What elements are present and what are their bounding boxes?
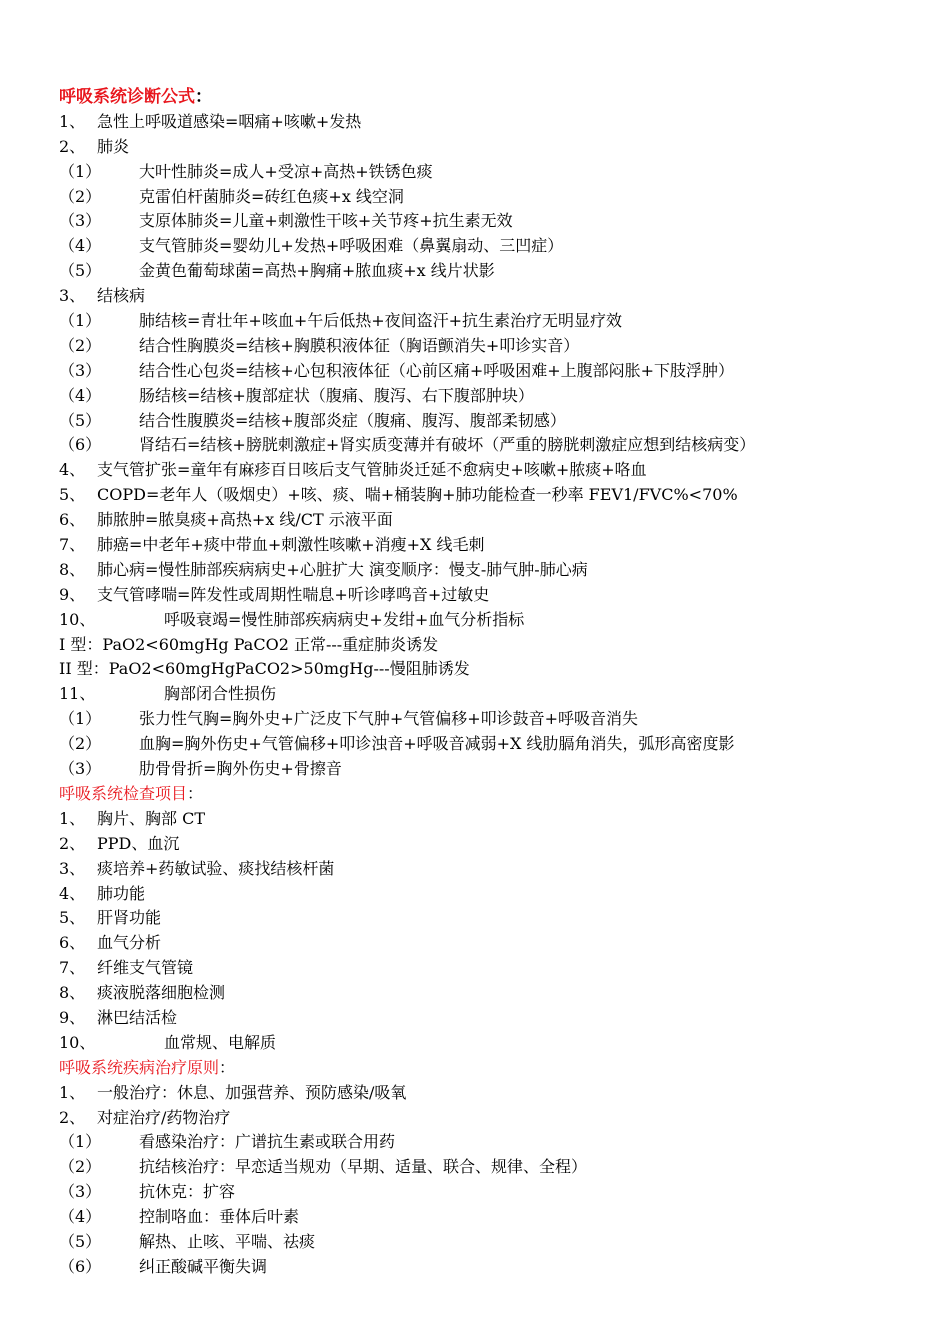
- item-number: （1）: [59, 311, 102, 331]
- item-number: 11、: [59, 684, 96, 704]
- list-item: [59, 409, 919, 434]
- list-item: [59, 1255, 919, 1280]
- list-item: [59, 707, 919, 732]
- item-text: 肺癌=中老年+痰中带血+刺激性咳嗽+消瘦+X 线毛刺: [97, 535, 485, 555]
- item-number: 6、: [59, 510, 86, 530]
- item-text: 对症治疗/药物治疗: [97, 1107, 231, 1127]
- item-text: I 型：PaO2<60mgHg PaCO2 正常---重症肺炎诱发: [59, 634, 439, 654]
- list-item: [59, 458, 919, 483]
- item-number: （2）: [59, 186, 102, 206]
- list-item: [59, 508, 919, 533]
- list-item: [59, 1130, 919, 1155]
- item-text: 肺炎: [97, 136, 130, 156]
- list-item: [59, 633, 919, 658]
- item-number: 8、: [59, 983, 86, 1003]
- list-item: [59, 956, 919, 981]
- item-text: 抗休克：扩容: [139, 1182, 236, 1202]
- section-heading-examination: 呼吸系统检查项目：: [59, 783, 204, 803]
- item-text: 肺心病=慢性肺部疾病病史+心脏扩大 演变顺序：慢支-肺气肿-肺心病: [97, 559, 588, 579]
- list-item: [59, 259, 919, 284]
- item-number: 7、: [59, 535, 86, 555]
- item-number: （2）: [59, 734, 102, 754]
- item-text: 抗结核治疗：早恋适当规劝（早期、适量、联合、规律、全程）: [139, 1157, 588, 1177]
- list-item: [59, 657, 919, 682]
- item-text: 胸片、胸部 CT: [97, 808, 206, 828]
- item-number: （4）: [59, 1207, 102, 1227]
- item-text: 结合性腹膜炎=结核+腹部炎症（腹痛、腹泻、腹部柔韧感）: [139, 410, 566, 430]
- item-text: 肺结核=青壮年+咳血+午后低热+夜间盗汗+抗生素治疗无明显疗效: [139, 311, 623, 331]
- list-item: [59, 533, 919, 558]
- list-item: [59, 732, 919, 757]
- item-number: 5、: [59, 908, 86, 928]
- item-number: 5、: [59, 485, 86, 505]
- list-item: [59, 359, 919, 384]
- list-item: [59, 857, 919, 882]
- item-text: 结合性心包炎=结核+心包积液体征（心前区痛+呼吸困难+上腹部闷胀+下肢浮肿）: [139, 360, 735, 380]
- list-item: [59, 757, 919, 782]
- item-text: 肺脓肿=脓臭痰+高热+x 线/CT 示液平面: [97, 510, 393, 530]
- item-text: 支气管扩张=童年有麻疹百日咳后支气管肺炎迁延不愈病史+咳嗽+脓痰+咯血: [97, 460, 647, 480]
- item-number: （1）: [59, 1132, 102, 1152]
- list-item: [59, 334, 919, 359]
- list-item: [59, 1106, 919, 1131]
- item-text: 解热、止咳、平喘、祛痰: [139, 1231, 316, 1251]
- item-number: （2）: [59, 335, 102, 355]
- item-number: 4、: [59, 883, 86, 903]
- item-number: 10、: [59, 609, 96, 629]
- list-item: [59, 309, 919, 334]
- item-text: 张力性气胸=胸外史+广泛皮下气肿+气管偏移+叩诊鼓音+呼吸音消失: [139, 709, 639, 729]
- list-item: [59, 981, 919, 1006]
- item-number: （1）: [59, 709, 102, 729]
- item-number: 2、: [59, 833, 86, 853]
- item-number: 3、: [59, 858, 86, 878]
- list-item: [59, 931, 919, 956]
- item-number: 3、: [59, 286, 86, 306]
- item-number: 9、: [59, 584, 86, 604]
- item-text: 血胸=胸外伤史+气管偏移+叩诊浊音+呼吸音减弱+X 线肋膈角消失，弧形高密度影: [139, 734, 735, 754]
- section-heading-diagnosis: 呼吸系统诊断公式：: [59, 87, 212, 107]
- examination-list: [59, 807, 919, 1056]
- item-text: 肝肾功能: [97, 908, 162, 928]
- item-text: 一般治疗：休息、加强营养、预防感染/吸氧: [97, 1082, 407, 1102]
- item-text: 支原体肺炎=儿童+刺激性干咳+关节疼+抗生素无效: [139, 211, 513, 231]
- item-number: （4）: [59, 385, 102, 405]
- item-number: 10、: [59, 1032, 96, 1052]
- list-item: [59, 1205, 919, 1230]
- item-text: 胸部闭合性损伤: [164, 684, 277, 704]
- section-heading-treatment: 呼吸系统疾病治疗原则：: [59, 1057, 236, 1077]
- list-item: [59, 1230, 919, 1255]
- list-item: [59, 682, 919, 707]
- item-number: 2、: [59, 136, 86, 156]
- item-text: 支气管哮喘=阵发性或周期性喘息+听诊哮鸣音+过敏史: [97, 584, 490, 604]
- item-text: 肋骨骨折=胸外伤史+骨擦音: [139, 759, 342, 779]
- item-text: 克雷伯杆菌肺炎=砖红色痰+x 线空洞: [139, 186, 404, 206]
- item-text: 痰培养+药敏试验、痰找结核杆菌: [97, 858, 335, 878]
- item-text: 结核病: [97, 286, 146, 306]
- list-item: [59, 1180, 919, 1205]
- item-text: 金黄色葡萄球菌=高热+胸痛+脓血痰+x 线片状影: [139, 261, 495, 281]
- list-item: [59, 1155, 919, 1180]
- list-item: [59, 135, 919, 160]
- item-number: （3）: [59, 759, 102, 779]
- item-number: 9、: [59, 1007, 86, 1027]
- list-item: [59, 583, 919, 608]
- list-item: [59, 1006, 919, 1031]
- item-text: 肠结核=结核+腹部症状（腹痛、腹泻、右下腹部肿块）: [139, 385, 534, 405]
- item-text: 呼吸衰竭=慢性肺部疾病病史+发绀+血气分析指标: [164, 609, 525, 629]
- item-number: （3）: [59, 1182, 102, 1202]
- list-item: [59, 483, 919, 508]
- list-item: [59, 1081, 919, 1106]
- item-number: 1、: [59, 1082, 86, 1102]
- item-text: 急性上呼吸道感染=咽痛+咳嗽+发热: [97, 111, 362, 131]
- list-item: [59, 906, 919, 931]
- item-number: （6）: [59, 1256, 102, 1276]
- item-number: （4）: [59, 236, 102, 256]
- list-item: [59, 807, 919, 832]
- list-item: [59, 1031, 919, 1056]
- item-number: 4、: [59, 460, 86, 480]
- list-item: [59, 832, 919, 857]
- item-text: 血常规、电解质: [164, 1032, 277, 1052]
- item-number: 1、: [59, 111, 86, 131]
- item-number: （2）: [59, 1157, 102, 1177]
- item-text: 淋巴结活检: [97, 1007, 178, 1027]
- item-number: （3）: [59, 211, 102, 231]
- list-item: [59, 882, 919, 907]
- list-item: [59, 608, 919, 633]
- item-text: 大叶性肺炎=成人+受凉+高热+铁锈色痰: [139, 161, 433, 181]
- list-item: [59, 234, 919, 259]
- item-number: （5）: [59, 410, 102, 430]
- item-number: 1、: [59, 808, 86, 828]
- item-text: 控制咯血：垂体后叶素: [139, 1207, 300, 1227]
- item-number: （3）: [59, 360, 102, 380]
- list-item: [59, 558, 919, 583]
- item-text: 结合性胸膜炎=结核+胸膜积液体征（胸语颤消失+叩诊实音）: [139, 335, 580, 355]
- item-text: 痰液脱落细胞检测: [97, 983, 226, 1003]
- item-text: II 型：PaO2<60mgHgPaCO2>50mgHg---慢阻肺诱发: [59, 659, 470, 679]
- list-item: [59, 160, 919, 185]
- item-text: PPD、血沉: [97, 833, 180, 853]
- item-text: 支气管肺炎=婴幼儿+发热+呼吸困难（鼻翼扇动、三凹症）: [139, 236, 564, 256]
- item-number: （5）: [59, 1231, 102, 1251]
- item-number: 8、: [59, 559, 86, 579]
- item-number: （6）: [59, 435, 102, 455]
- diagnosis-list: [59, 110, 919, 782]
- list-item: [59, 185, 919, 210]
- item-text: 纤维支气管镜: [97, 958, 194, 978]
- item-text: 肾结石=结核+膀胱刺激症+肾实质变薄并有破坏（严重的膀胱刺激症应想到结核病变）: [139, 435, 756, 455]
- item-text: 肺功能: [97, 883, 146, 903]
- item-text: 看感染治疗：广谱抗生素或联合用药: [139, 1132, 396, 1152]
- item-text: COPD=老年人（吸烟史）+咳、痰、喘+桶装胸+肺功能检查一秒率 FEV1/FVC%<70%: [97, 485, 738, 505]
- list-item: [59, 110, 919, 135]
- item-number: 6、: [59, 933, 86, 953]
- list-item: [59, 209, 919, 234]
- list-item: [59, 384, 919, 409]
- item-number: （5）: [59, 261, 102, 281]
- treatment-list: [59, 1081, 919, 1280]
- document-content: [59, 85, 919, 1280]
- item-text: 血气分析: [97, 933, 162, 953]
- list-item: [59, 284, 919, 309]
- item-number: 7、: [59, 958, 86, 978]
- item-text: 纠正酸碱平衡失调: [139, 1256, 268, 1276]
- list-item: [59, 433, 919, 458]
- item-number: 2、: [59, 1107, 86, 1127]
- item-number: （1）: [59, 161, 102, 181]
